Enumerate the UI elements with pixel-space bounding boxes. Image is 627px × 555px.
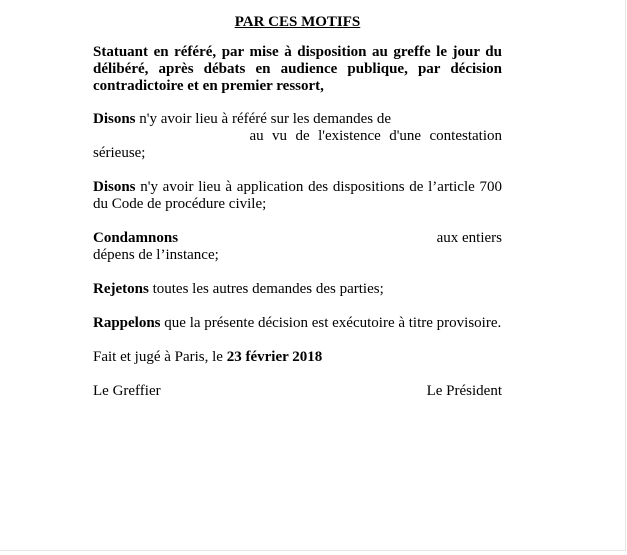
date-line xyxy=(93,349,502,366)
paragraph-text: que la présente décision est exécutoire à titre provisoire. xyxy=(160,315,502,331)
paragraph-rappelons xyxy=(93,315,502,332)
signature-row xyxy=(93,383,502,401)
paragraph-text: n'y avoir lieu à référé sur les demandes de xyxy=(135,111,392,127)
paragraph-rejetons xyxy=(93,281,502,298)
judgment-date: 23 février 2018 xyxy=(226,349,323,365)
keyword-condamnons: Condamnons xyxy=(93,230,179,246)
keyword-rappelons: Rappelons xyxy=(93,315,161,331)
keyword-rejetons: Rejetons xyxy=(93,281,149,297)
paragraph-text: n'y avoir lieu à application des dispositions de l’article 700 du Code de procédure civile; xyxy=(93,179,502,212)
keyword-disons: Disons xyxy=(93,179,136,195)
date-prefix: Fait et jugé à Paris, le xyxy=(93,349,227,365)
document-content xyxy=(93,14,502,401)
section-heading: PAR CES MOTIFS xyxy=(234,14,361,30)
signature-president: Le Président xyxy=(426,383,502,399)
signature-greffier: Le Greffier xyxy=(93,383,161,399)
paragraph-condamnons xyxy=(93,230,502,264)
paragraph-disons-refere xyxy=(93,111,502,162)
intro-paragraph: Statuant en référé, par mise à disposition au greffe le jour du délibéré, après débats en audience publique, par décision contradictoire et en premier ressort, xyxy=(93,44,502,94)
keyword-disons: Disons xyxy=(93,111,136,127)
paragraph-text: toutes les autres demandes des parties; xyxy=(148,281,384,297)
paragraph-text: dépens de l’instance; xyxy=(93,247,219,263)
paragraph-text: au vu de l'existence d'une contestation sérieuse; xyxy=(93,128,502,161)
paragraph-disons-article-700 xyxy=(93,179,502,213)
paragraph-text: aux entiers xyxy=(436,230,502,246)
